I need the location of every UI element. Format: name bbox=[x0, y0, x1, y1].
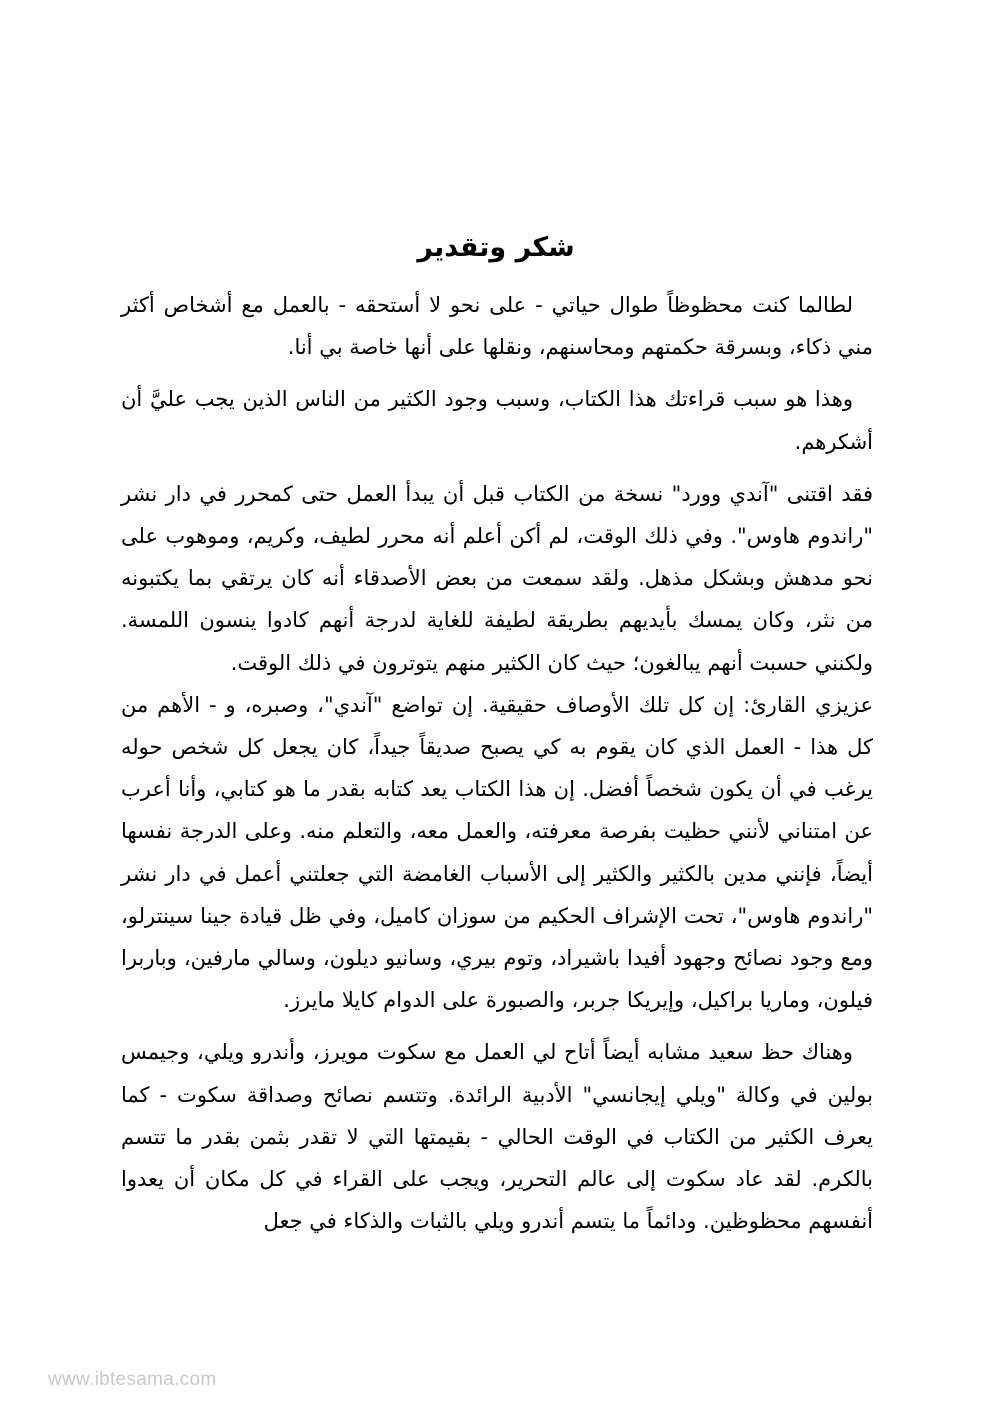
watermark: www.ibtesama.com bbox=[48, 1369, 217, 1390]
paragraph-1: لطالما كنت محظوظاً طوال حياتي - على نحو لا أستحقه - بالعمل مع أشخاص أكثر مني ذكاء، وبسرقة حكمتهم ومحاسنهم، ونقلها على أنها خاصة بي أنا. bbox=[121, 293, 873, 360]
paragraph-4: عزيزي القارئ: إن كل تلك الأوصاف حقيقية. إن تواضع "آندي"، وصبره، و - الأهم من كل هذا - العمل الذي كان يقوم به كي يصبح صديقاً جيداً، كان يجعل كل شخص حوله يرغب في أن يكون شخصاً أفضل. إن هذا الكتاب يعد كتابه بقدر ما هو كتابي، وأنا أعرب عن امتناني لأنني حظيت بفرصة معرفته، والعمل معه، والتعلم منه. وعلى الدرجة نفسها أيضاً، فإنني مدين بالكثير والكثير إلى الأسباب الغامضة التي جعلتني أعمل في دار نشر "راندوم هاوس"، تحت الإشراف الحكيم من سوزان كاميل، وفي ظل قيادة جينا سينترلو، ومع وجود نصائح وجهود أفيدا باشيراد، وتوم بيري، وسانيو ديلون، وسالي مارفين، وباربرا فيلون، وماريا براكيل، وإيريكا جربر، والصبورة على الدوام كايلا مايرز. bbox=[121, 692, 873, 1013]
page-title: شكر وتقدير bbox=[417, 232, 575, 263]
paragraph-2: وهذا هو سبب قراءتك هذا الكتاب، وسبب وجود الكثير من الناس الذين يجب عليَّ أن أشكرهم. bbox=[121, 387, 873, 454]
body-text bbox=[121, 284, 873, 1252]
paragraph-5: وهناك حظ سعيد مشابه أيضاً أتاح لي العمل مع سكوت مويرز، وأندرو ويلي، وجيمس بولين في وكالة "ويلي إيجانسي" الأدبية الرائدة. وتتسم نصائح وصداقة سكوت - كما يعرف الكثير من الكتاب في الوقت الحالي - بقيمتها التي لا تقدر بثمن بقدر ما تتسم بالكرم. لقد عاد سكوت إلى عالم التحرير، ويجب على القراء في كل مكان أن يعدوا أنفسهم محظوظين. ودائماً ما يتسم أندرو ويلي بالثبات والذكاء في جعل bbox=[121, 1040, 873, 1234]
paragraph-3: فقد اقتنى "آندي وورد" نسخة من الكتاب قبل أن يبدأ العمل حتى كمحرر في دار نشر "راندوم هاوس". وفي ذلك الوقت، لم أكن أعلم أنه محرر لطيف، وكريم، وموهوب على نحو مدهش وبشكل مذهل. ولقد سمعت من بعض الأصدقاء أنه كان يرتقي بما يكتبونه من نثر، وكان يمسك بأيديهم بطريقة لطيفة للغاية لدرجة أنهم كادوا ينسون اللمسة. ولكنني حسبت أنهم يبالغون؛ حيث كان الكثير منهم يتوترون في ذلك الوقت. bbox=[121, 481, 873, 675]
